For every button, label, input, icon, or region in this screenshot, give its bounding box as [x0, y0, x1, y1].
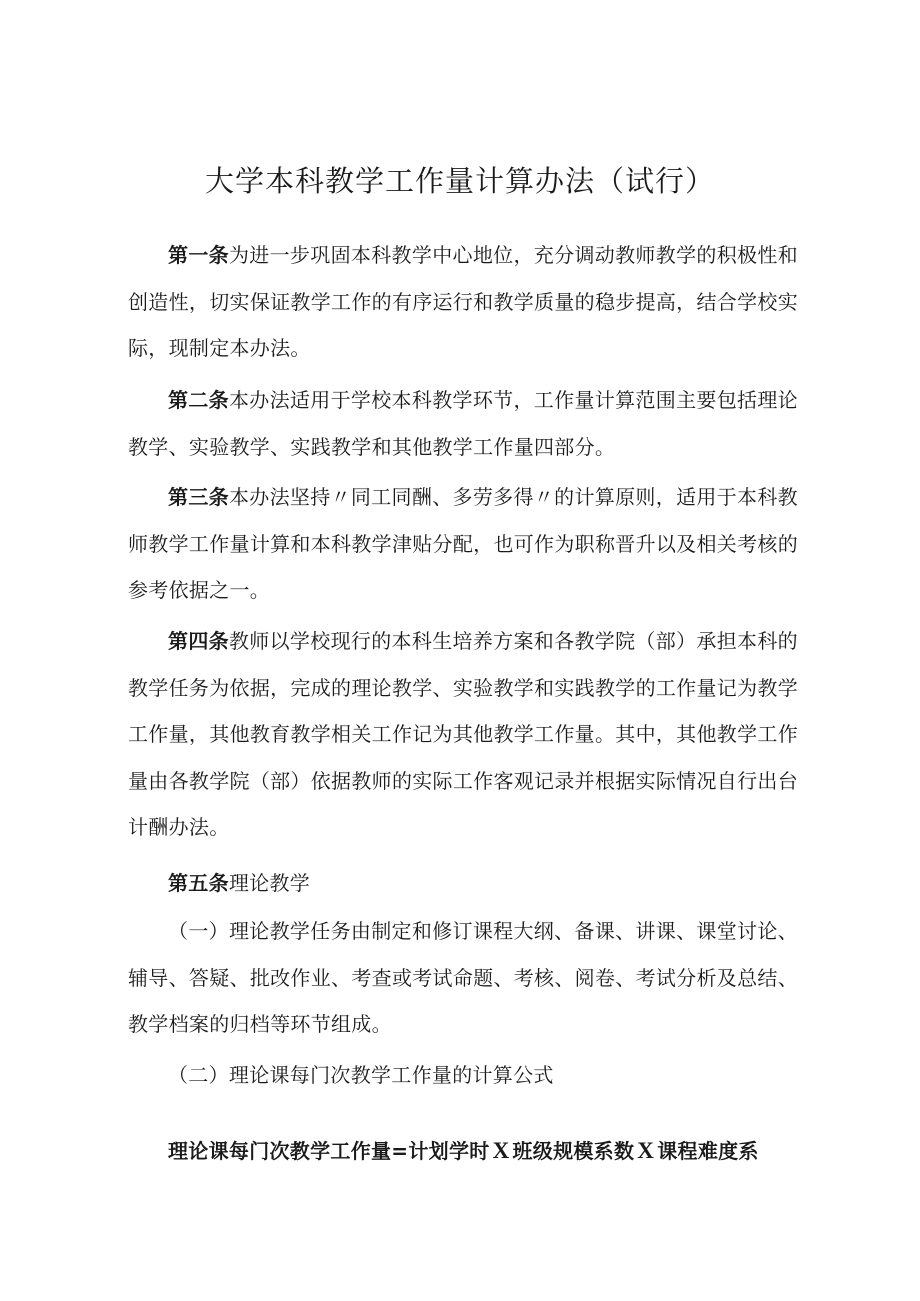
formula-lhs: 理论课每门次教学工作量=计划学时: [168, 1139, 490, 1163]
article-text: 教师以学校现行的本科生培养方案和各教学院（部）承担本科的教学任务为依据，完成的理论教学、实验教学和实践教学的工作量记为教学工作量，其他教育教学相关工作记为其他教学工作量。其中，其他教学工作量由各教学院（部）依据教师的实际工作客观记录并根据实际情况自行出台计酬办法。: [128, 629, 798, 839]
article-label: 第三条: [168, 485, 229, 509]
article-label: 第一条: [168, 243, 229, 267]
article-text: 本办法适用于学校本科教学环节，工作量计算范围主要包括理论教学、实验教学、实践教学和其他教学工作量四部分。: [128, 388, 798, 459]
item-2: （二）理论课每门次教学工作量的计算公式: [168, 1063, 554, 1087]
workload-formula: [168, 1128, 818, 1175]
article-label: 第二条: [168, 388, 229, 412]
article-label: 第五条: [168, 871, 229, 895]
multiply-sign: X: [492, 1138, 510, 1163]
article-3: [128, 474, 798, 614]
formula-term: 班级规模系数: [512, 1139, 635, 1163]
article-label: 第四条: [168, 629, 229, 653]
article-2: [128, 377, 798, 470]
multiply-sign: X: [637, 1138, 655, 1163]
document-title: 大学本科教学工作量计算办法（试行）: [204, 164, 715, 199]
article-text: 理论教学: [228, 871, 311, 895]
article-text: 为进一步巩固本科教学中心地位，充分调动教师教学的积极性和创造性，切实保证教学工作的有序运行和教学质量的稳步提高，结合学校实际，现制定本办法。: [128, 243, 798, 360]
item-1: （一）理论教学任务由制定和修订课程大纲、备课、讲课、课堂讨论、辅导、答疑、批改作业、考查或考试命题、考核、阅卷、考试分析及总结、教学档案的归档等环节组成。: [128, 919, 798, 1036]
article-text: 本办法坚持〃同工同酬、多劳多得〃的计算原则，适用于本科教师教学工作量计算和本科教学津贴分配，也可作为职称晋升以及相关考核的参考依据之一。: [128, 485, 798, 602]
article-4: [128, 618, 798, 851]
formula-term: 课程难度系: [657, 1139, 759, 1163]
article-5: [128, 860, 798, 907]
article-1: [128, 232, 798, 372]
